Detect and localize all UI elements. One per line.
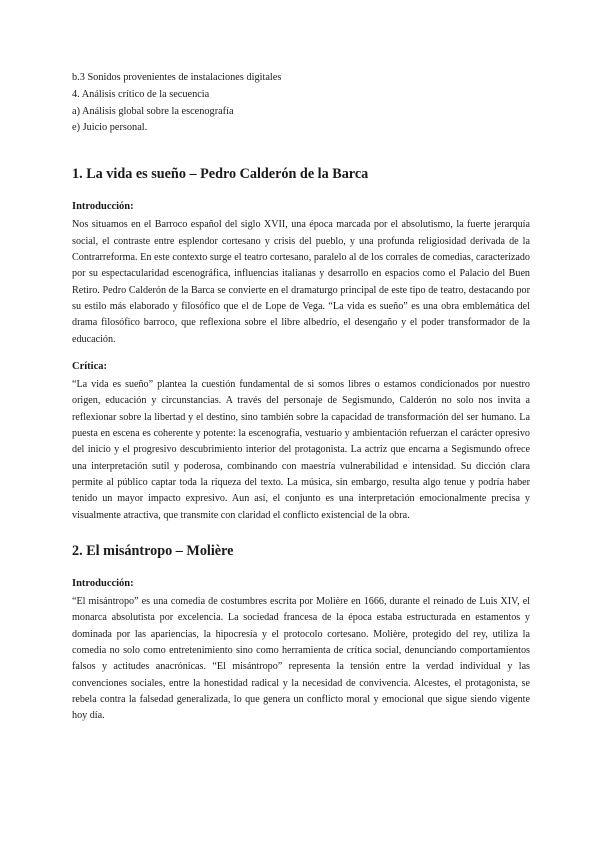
section-la-vida-es-sueno [72, 165, 530, 524]
section-heading: 2. El misántropo – Molière [72, 543, 234, 560]
outline-item: e) Juicio personal. [72, 122, 148, 134]
intro-paragraph: Nos situamos en el Barroco español del siglo XVII, una época marcada por el absolutismo, la fuerte jerarquía social, el contraste entre esplendor cortesano y crisis del pueblo, y una profunda religiosidad derivada de la Contrarreforma. En este contexto surge el teatro cortesano, paralelo al de los corrales de comedias, caracterizado por su espectacularidad escenográfica, influencias italianas y desarrollo en espacios como el Palacio del Buen Retiro. Pedro Calderón de la Barca se convierte en el dramaturgo principal de este tipo de teatro, destacando por su estilo más elaborado y filosófico que el de Lope de Vega. “La vida es sueño” es una obra emblemática del drama filosófico barroco, que reflexiona sobre el libre albedrío, el desengaño y el poder transformador de la educación. [72, 219, 530, 345]
critique-label: Crítica: [72, 360, 107, 372]
outline-item: a) Análisis global sobre la escenografía [72, 105, 234, 117]
critique-paragraph: “La vida es sueño” plantea la cuestión fundamental de si somos libres o estamos condicionados por nuestro origen, educación y circunstancias. A través del personaje de Segismundo, Calderón no solo nos invita a reflexionar sobre la libertad y el destino, sino también sobre la capacidad de transformación del ser humano. La puesta en escena es coherente y potente: la escenografía, vestuario y ambientación refuerzan el carácter opresivo del inicio y el progresivo descubrimiento interior del protagonista. La actriz que encarna a Segismundo ofrece una interpretación sutil y poderosa, combinando con maestría vulnerabilidad e intensidad. Su dicción clara permite al público captar toda la riqueza del texto. La música, sin embargo, resulta algo tenue y podría haber tenido un mayor impacto expresivo. Aun así, el conjunto es una interpretación emocionalmente precisa y visualmente atractiva, que transmite con claridad el conflicto existencial de la obra. [72, 378, 530, 521]
intro-label: Introducción: [72, 578, 134, 590]
outline-item: b.3 Sonidos provenientes de instalaciones digitales [72, 72, 282, 83]
intro-paragraph: “El misántropo” es una comedia de costumbres escrita por Molière en 1666, durante el reinado de Luis XIV, el monarca absolutista por excelencia. La sociedad francesa de la época estaba estructurada en estamentos y dominada por las apariencias, la hipocresía y el protocolo cortesano. Molière, protegido del rey, utiliza la comedia no solo como entretenimiento sino como herramienta de crítica social, denunciando comportamientos falsos y actitudes anacrónicas. “El misántropo” representa la tensión entre la verdad individual y las convenciones sociales, entre la honestidad radical y la necesidad de convivencia. Alcestes, el protagonista, se rebela contra la falsedad generalizada, lo que genera un conflicto moral y emocional que sigue siendo vigente hoy día. [72, 596, 530, 722]
section-el-misantropo [72, 542, 530, 725]
outline-list [72, 70, 530, 137]
section-heading: 1. La vida es sueño – Pedro Calderón de la Barca [72, 166, 369, 183]
intro-label: Introducción: [72, 201, 134, 213]
outline-item: 4. Análisis crítico de la secuencia [72, 88, 210, 100]
